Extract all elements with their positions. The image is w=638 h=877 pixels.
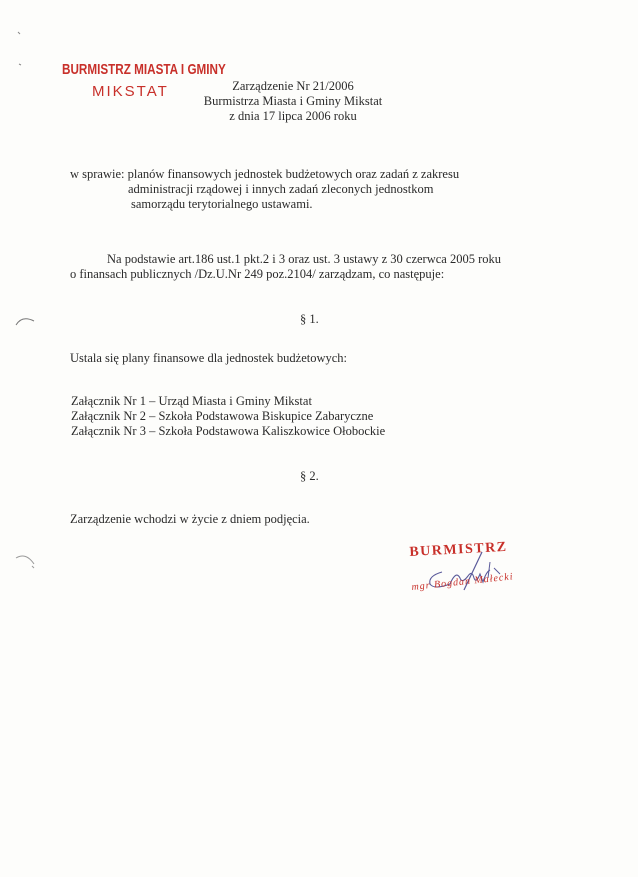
legal-basis-line-2: o finansach publicznych /Dz.U.Nr 249 poz.2104/ zarządzam, co następuje: [70,267,445,281]
hole-punch-mark-upper [14,313,38,327]
section-1-intro: Ustala się plany finansowe dla jednostek budżetowych: [70,351,348,365]
section-2-text: Zarządzenie wchodzi w życie z dniem podjęcia. [70,512,310,526]
subject-line-3: samorządu terytorialnego ustawami. [131,197,313,211]
issuer-stamp-title: BURMISTRZ MIASTA I GMINY [62,61,226,78]
document-issuer: Burmistrza Miasta i Gminy Mikstat [203,94,383,108]
legal-basis-line-1: Na podstawie art.186 ust.1 pkt.2 i 3 oraz ust. 3 ustawy z 30 czerwca 2005 roku [107,252,502,266]
handwritten-signature [420,548,530,598]
attachment-3: Załącznik Nr 3 – Szkoła Podstawowa Kaliszkowice Ołobockie [71,424,386,438]
section-2-heading: § 2. [300,469,319,483]
subject-line-2: administracji rządowej i innych zadań zleconych jednostkom [128,182,434,196]
document-header [200,79,386,124]
document-date: z dnia 17 lipca 2006 roku [229,109,357,123]
document-number: Zarządzenie Nr 21/2006 [232,79,354,93]
signature-stamp-name: mgr Bogdan Małecki [411,571,515,593]
issuer-stamp-town: MIKSTAT [92,83,169,100]
signature-stamp-title: BURMISTRZ [409,539,508,560]
hole-punch-mark-lower [14,554,38,574]
section-1-heading: § 1. [300,312,319,326]
attachment-1: Załącznik Nr 1 – Urząd Miasta i Gminy Mikstat [71,394,312,408]
attachment-2: Załącznik Nr 2 – Szkoła Podstawowa Biskupice Zabaryczne [71,409,374,423]
margin-mark-top [16,30,24,70]
subject-line-1: w sprawie: planów finansowych jednostek budżetowych oraz zadań z zakresu [70,167,460,181]
